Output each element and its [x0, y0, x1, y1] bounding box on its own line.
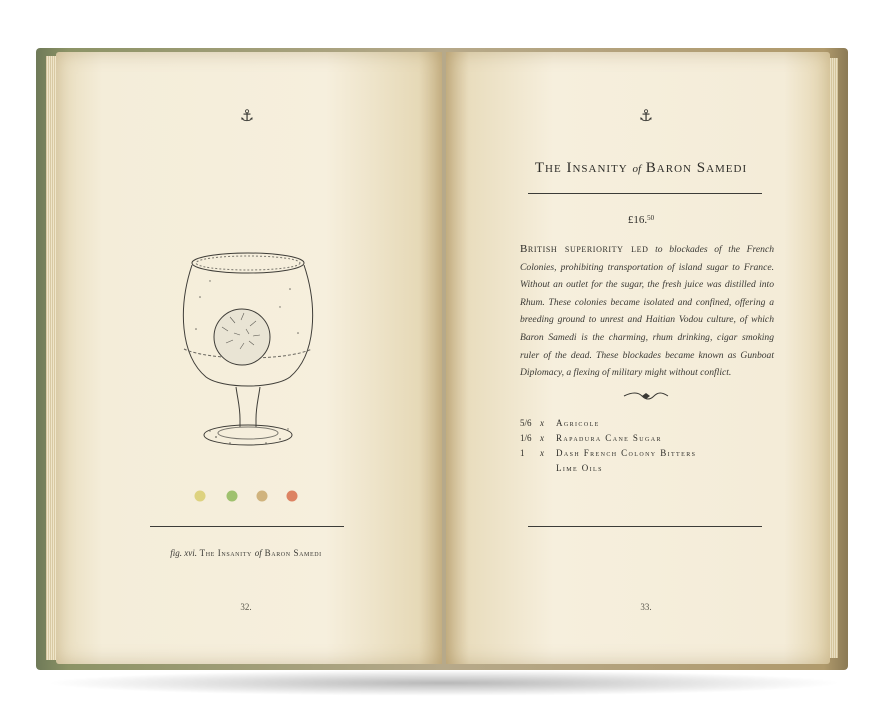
- price: [556, 214, 726, 226]
- title-part-2: Baron Samedi: [645, 160, 748, 176]
- ingredient-name: Lime Oils: [556, 463, 603, 473]
- recipe-title: [516, 160, 766, 177]
- ingredient-name: Rapadura Cane Sugar: [556, 433, 662, 443]
- green-dot: [227, 491, 238, 502]
- tan-dot: [257, 491, 268, 502]
- caption-title-part-2: Baron Samedi: [264, 548, 322, 558]
- ingredient-qty: 5/6: [520, 418, 532, 428]
- flourish-ornament: [622, 391, 670, 401]
- red-dot: [287, 491, 298, 502]
- ingredient-name: Dash French Colony Bitters: [556, 448, 697, 458]
- caption-title-part-1: The Insanity: [199, 548, 252, 558]
- ingredient-x: x: [540, 448, 544, 458]
- bottom-rule: [528, 526, 762, 527]
- book-shadow: [44, 670, 844, 696]
- page-number-right: 33.: [640, 602, 652, 612]
- title-part-1: The Insanity: [534, 160, 628, 176]
- yellow-dot: [195, 491, 206, 502]
- ingredient-name: Agricole: [556, 418, 600, 428]
- ingredient-x: x: [540, 418, 544, 428]
- price-pence: 50: [647, 214, 655, 222]
- description-lead: British superiority led: [520, 243, 649, 255]
- ingredient-x: x: [540, 433, 544, 443]
- left-page: [56, 52, 442, 664]
- price-main: £16.: [627, 214, 648, 226]
- right-page: [446, 52, 830, 664]
- anchor-icon: ⚓: [638, 106, 654, 125]
- caption-rule: [150, 526, 344, 527]
- figure-caption: [136, 548, 356, 558]
- recipe-description: [520, 241, 774, 382]
- ingredient-qty: 1/6: [520, 433, 532, 443]
- description-text: to blockades of the French Colonies, prohibiting transportation of island sugar to France. Without an outlet for the sugar, the fresh juice was distilled into Rhum. These colonies became isolated and confined, offering a breeding ground to unrest and Haitian Vodou culture, of which Baron Samedi is the charming, rhum drinking, cigar smoking ruler of the dead. These blockades became known as Gunboat Diplomacy, a flexing of military might without conflict.: [520, 244, 774, 379]
- ingredient-qty: 1: [520, 448, 525, 458]
- anchor-icon: ⚓: [239, 106, 255, 125]
- title-of: of: [632, 163, 642, 175]
- caption-of: of: [254, 548, 262, 558]
- caption-prefix: fig. xvi.: [170, 548, 197, 558]
- title-rule: [528, 193, 762, 194]
- color-dots: [192, 489, 312, 503]
- page-number-left: 32.: [240, 602, 252, 612]
- snifter-glass-illustration: [170, 237, 326, 459]
